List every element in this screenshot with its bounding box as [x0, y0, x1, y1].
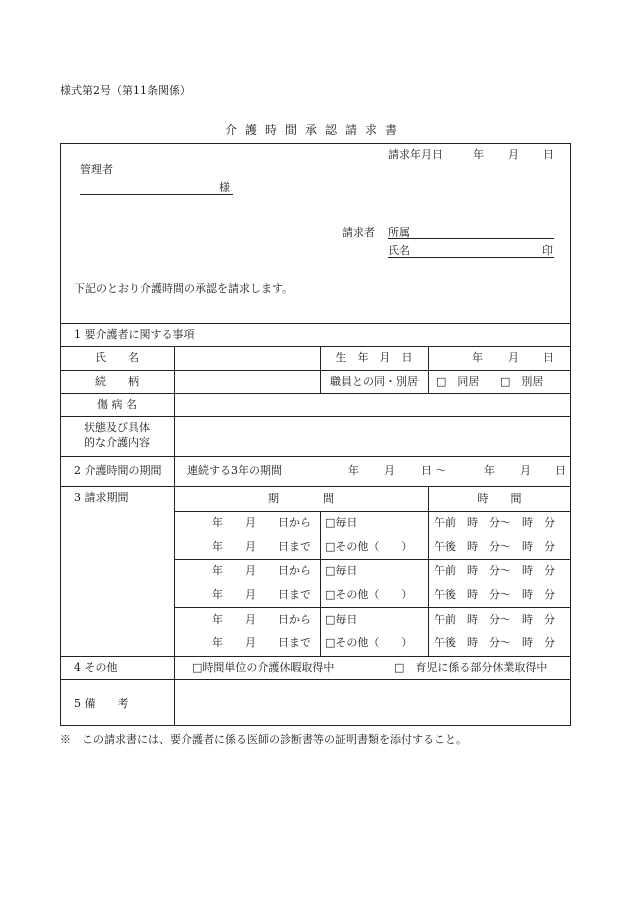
- request-row-time: 午後 時 分〜 時 分: [434, 540, 555, 553]
- seal-mark: 印: [542, 244, 553, 257]
- section3-heading: 3 請求期間: [74, 491, 129, 504]
- divider: [60, 486, 571, 487]
- birth-date-label: 生 年 月 日: [335, 351, 413, 364]
- relationship-label: 続 柄: [95, 375, 139, 388]
- birth-month: 月: [508, 351, 519, 364]
- request-row-time: 午後 時 分〜 時 分: [434, 588, 555, 601]
- page-title: 介護時間承認請求書: [224, 123, 405, 137]
- request-date-year: 年: [473, 148, 484, 161]
- footnote: ※ この請求書には、要介護者に係る医師の診断書等の証明書類を添付すること。: [60, 733, 467, 746]
- request-statement: 下記のとおり介護時間の承認を請求します。: [74, 282, 294, 295]
- daily-checkbox[interactable]: □毎日: [325, 613, 358, 626]
- request-row-date: 年 月 日まで: [212, 636, 311, 649]
- column-line: [428, 486, 429, 656]
- patient-name-field[interactable]: [175, 347, 320, 369]
- other-checkbox[interactable]: □その他（ ）: [325, 636, 413, 649]
- section5-heading: 5 備 考: [74, 697, 129, 710]
- affiliation-line[interactable]: [388, 238, 554, 239]
- period-end-day: 日: [555, 464, 566, 477]
- manager-name-line[interactable]: [80, 194, 233, 195]
- separate-checkbox[interactable]: □ 別居: [500, 375, 544, 388]
- cohabitation-label: 職員との同・別居: [330, 375, 418, 388]
- other-checkbox[interactable]: □その他（ ）: [325, 588, 413, 601]
- daily-checkbox[interactable]: □毎日: [325, 516, 358, 529]
- request-row-time: 午後 時 分〜 時 分: [434, 636, 555, 649]
- other-checkbox[interactable]: □その他（ ）: [325, 540, 413, 553]
- request-row-date: 年 月 日まで: [212, 540, 311, 553]
- manager-label: 管理者: [80, 163, 113, 176]
- section4-heading: 4 その他: [74, 661, 118, 674]
- care-leave-checkbox[interactable]: □時間単位の介護休暇取得中: [192, 661, 335, 674]
- divider: [174, 559, 571, 560]
- condition-label-line2: 的な介護内容: [84, 436, 150, 449]
- condition-field[interactable]: [175, 417, 570, 455]
- cohabit-checkbox[interactable]: □ 同居: [436, 375, 480, 388]
- period-label: 連続する3年の期間: [187, 464, 282, 477]
- period-start-year: 年: [348, 464, 359, 477]
- request-row-time: 午前 時 分〜 時 分: [434, 564, 555, 577]
- section1-heading: 1 要介護者に関する事項: [74, 328, 195, 341]
- request-date-label: 請求年月日: [388, 148, 443, 161]
- injury-field[interactable]: [175, 394, 570, 415]
- divider: [60, 323, 571, 324]
- divider: [174, 511, 571, 512]
- remarks-field[interactable]: [175, 680, 570, 725]
- honorific: 様: [219, 181, 230, 194]
- period-header: 期 間: [268, 492, 334, 505]
- divider: [60, 656, 571, 657]
- column-line: [428, 346, 429, 393]
- request-date-day: 日: [543, 148, 554, 161]
- divider: [174, 607, 571, 608]
- column-line: [320, 511, 321, 656]
- section2-heading: 2 介護時間の期間: [74, 464, 162, 477]
- patient-name-label: 氏 名: [95, 351, 139, 364]
- affiliation-label: 所属: [388, 226, 410, 239]
- period-end-year: 年: [484, 464, 495, 477]
- daily-checkbox[interactable]: □毎日: [325, 564, 358, 577]
- request-row-date: 年 月 日から: [212, 564, 311, 577]
- condition-label-line1: 状態及び具体: [84, 421, 150, 434]
- form-number: 様式第2号（第11条関係）: [60, 84, 191, 97]
- period-end-month: 月: [520, 464, 531, 477]
- time-header: 時 間: [477, 492, 522, 505]
- name-line[interactable]: [388, 257, 554, 258]
- request-row-date: 年 月 日まで: [212, 588, 311, 601]
- request-row-date: 年 月 日から: [212, 613, 311, 626]
- divider: [60, 456, 571, 457]
- name-label: 氏名: [388, 244, 410, 257]
- period-start-month: 月: [384, 464, 395, 477]
- injury-label: 傷 病 名: [97, 398, 137, 411]
- request-date-month: 月: [508, 148, 519, 161]
- requester-label: 請求者: [342, 226, 375, 239]
- request-row-time: 午前 時 分〜 時 分: [434, 516, 555, 529]
- childcare-leave-checkbox[interactable]: □ 育児に係る部分休業取得中: [394, 661, 548, 674]
- period-start-day: 日 〜: [421, 464, 447, 477]
- birth-day: 日: [543, 351, 554, 364]
- request-row-time: 午前 時 分〜 時 分: [434, 613, 555, 626]
- relationship-field[interactable]: [175, 371, 320, 392]
- birth-year: 年: [472, 351, 483, 364]
- request-row-date: 年 月 日から: [212, 516, 311, 529]
